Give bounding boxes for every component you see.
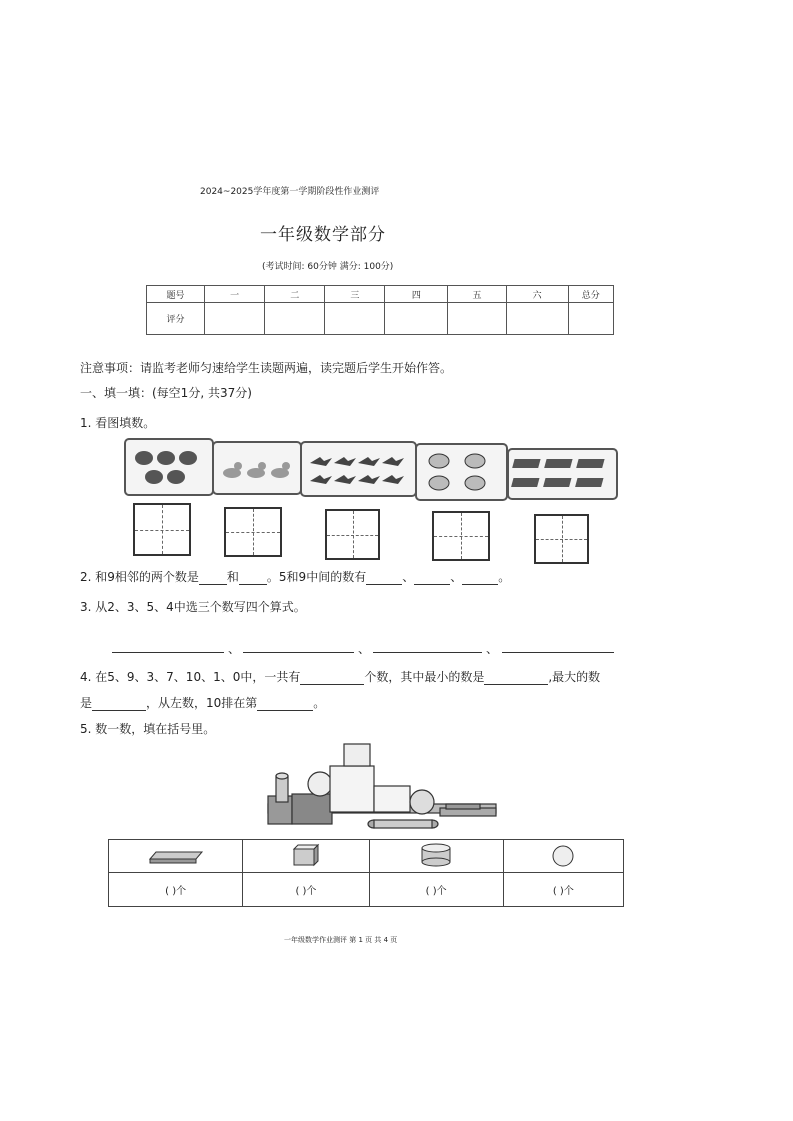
term-header: 2024~2025学年度第一学期阶段性作业测评 (200, 187, 380, 197)
turtle-icons (126, 440, 212, 494)
cylinder-icon (416, 842, 456, 868)
picture-box-turtles (124, 438, 214, 496)
count-cell[interactable]: ( )个 (243, 873, 369, 907)
separator: 、 (228, 642, 241, 656)
separator: 、 (486, 642, 499, 656)
answer-blank[interactable] (414, 570, 450, 585)
score-row-label: 评分 (147, 303, 205, 335)
answer-blank[interactable] (300, 670, 364, 685)
separator: 、 (358, 642, 371, 656)
answer-grid[interactable] (133, 503, 191, 556)
book-icons (509, 450, 616, 498)
sphere-icon (543, 841, 583, 869)
bird-icons (302, 443, 415, 495)
question-4-text: 个数，其中最小的数是 (364, 670, 485, 684)
shape-cell (369, 840, 503, 873)
duck-icons (214, 443, 300, 493)
question-3: 3. 从2、3、5、4中选三个数写四个算式。 (80, 600, 306, 614)
picture-box-birds (300, 441, 417, 497)
score-cell[interactable] (325, 303, 385, 335)
question-4-text: ,最大的数 (548, 670, 601, 684)
score-cell[interactable] (568, 303, 613, 335)
answer-blank[interactable] (462, 570, 498, 585)
score-cell[interactable] (448, 303, 506, 335)
answer-line[interactable] (373, 652, 482, 653)
answer-blank[interactable] (92, 696, 146, 711)
score-header-cell: 四 (385, 286, 448, 303)
question-2-text: 。5和9中间的数有 (266, 570, 367, 584)
bee-icons (417, 445, 506, 499)
answer-grid[interactable] (432, 511, 490, 561)
score-header-cell: 题号 (147, 286, 205, 303)
picture-box-bees (415, 443, 508, 501)
score-header-cell: 总分 (568, 286, 613, 303)
score-header-cell: 三 (325, 286, 385, 303)
cube-icon (286, 843, 326, 867)
score-cell[interactable] (506, 303, 568, 335)
question-4-line-2 (80, 694, 325, 711)
answer-grid[interactable] (534, 514, 589, 564)
score-cell[interactable] (385, 303, 448, 335)
section-heading: 一、填一填：(每空1分, 共37分) (80, 386, 252, 400)
cuboid-flat-icon (146, 845, 206, 865)
question-2-text: 。 (498, 570, 511, 584)
separator: 、 (402, 570, 415, 584)
notice-text: 注意事项：请监考老师匀速给学生读题两遍，读完题后学生开始作答。 (80, 361, 453, 375)
answer-blank[interactable] (257, 696, 313, 711)
answer-blank[interactable] (239, 570, 267, 585)
answer-line[interactable] (243, 652, 354, 653)
question-4-text: 。 (313, 696, 326, 710)
shapes-count-table (108, 839, 624, 907)
score-header-cell: 五 (448, 286, 506, 303)
question-4-text: ，从左数，10排在第 (146, 696, 258, 710)
answer-blank[interactable] (366, 570, 402, 585)
question-4-line-1 (80, 668, 600, 685)
answer-grid[interactable] (224, 507, 282, 557)
count-cell[interactable]: ( )个 (109, 873, 243, 907)
page-footer: 一年级数学作业测评 第 1 页 共 4 页 (284, 936, 398, 944)
question-1: 1. 看图填数。 (80, 416, 156, 430)
question-2-text: 和 (226, 570, 239, 584)
score-header-cell: 二 (265, 286, 325, 303)
score-header-cell: 六 (506, 286, 568, 303)
shape-cell (109, 840, 243, 873)
answer-blank[interactable] (199, 570, 227, 585)
question-2-text: 2. 和9相邻的两个数是 (80, 570, 199, 584)
building-blocks-illustration (262, 740, 502, 832)
score-cell[interactable] (205, 303, 265, 335)
shape-cell (503, 840, 623, 873)
count-cell[interactable]: ( )个 (503, 873, 623, 907)
question-2 (80, 568, 510, 585)
answer-line[interactable] (502, 652, 614, 653)
answer-grid[interactable] (325, 509, 380, 560)
exam-info: (考试时间: 60分钟 满分: 100分) (262, 262, 394, 272)
question-4-text: 是 (80, 696, 93, 710)
question-5: 5. 数一数，填在括号里。 (80, 722, 216, 736)
picture-box-ducks (212, 441, 302, 495)
score-header-cell: 一 (205, 286, 265, 303)
shape-cell (243, 840, 369, 873)
count-cell[interactable]: ( )个 (369, 873, 503, 907)
answer-line[interactable] (112, 652, 224, 653)
question-4-text: 4. 在5、9、3、7、10、1、0中，一共有 (80, 670, 301, 684)
score-table (146, 285, 614, 335)
picture-box-books (507, 448, 618, 500)
answer-blank[interactable] (484, 670, 548, 685)
page-title: 一年级数学部分 (260, 225, 386, 245)
separator: 、 (450, 570, 463, 584)
score-cell[interactable] (265, 303, 325, 335)
